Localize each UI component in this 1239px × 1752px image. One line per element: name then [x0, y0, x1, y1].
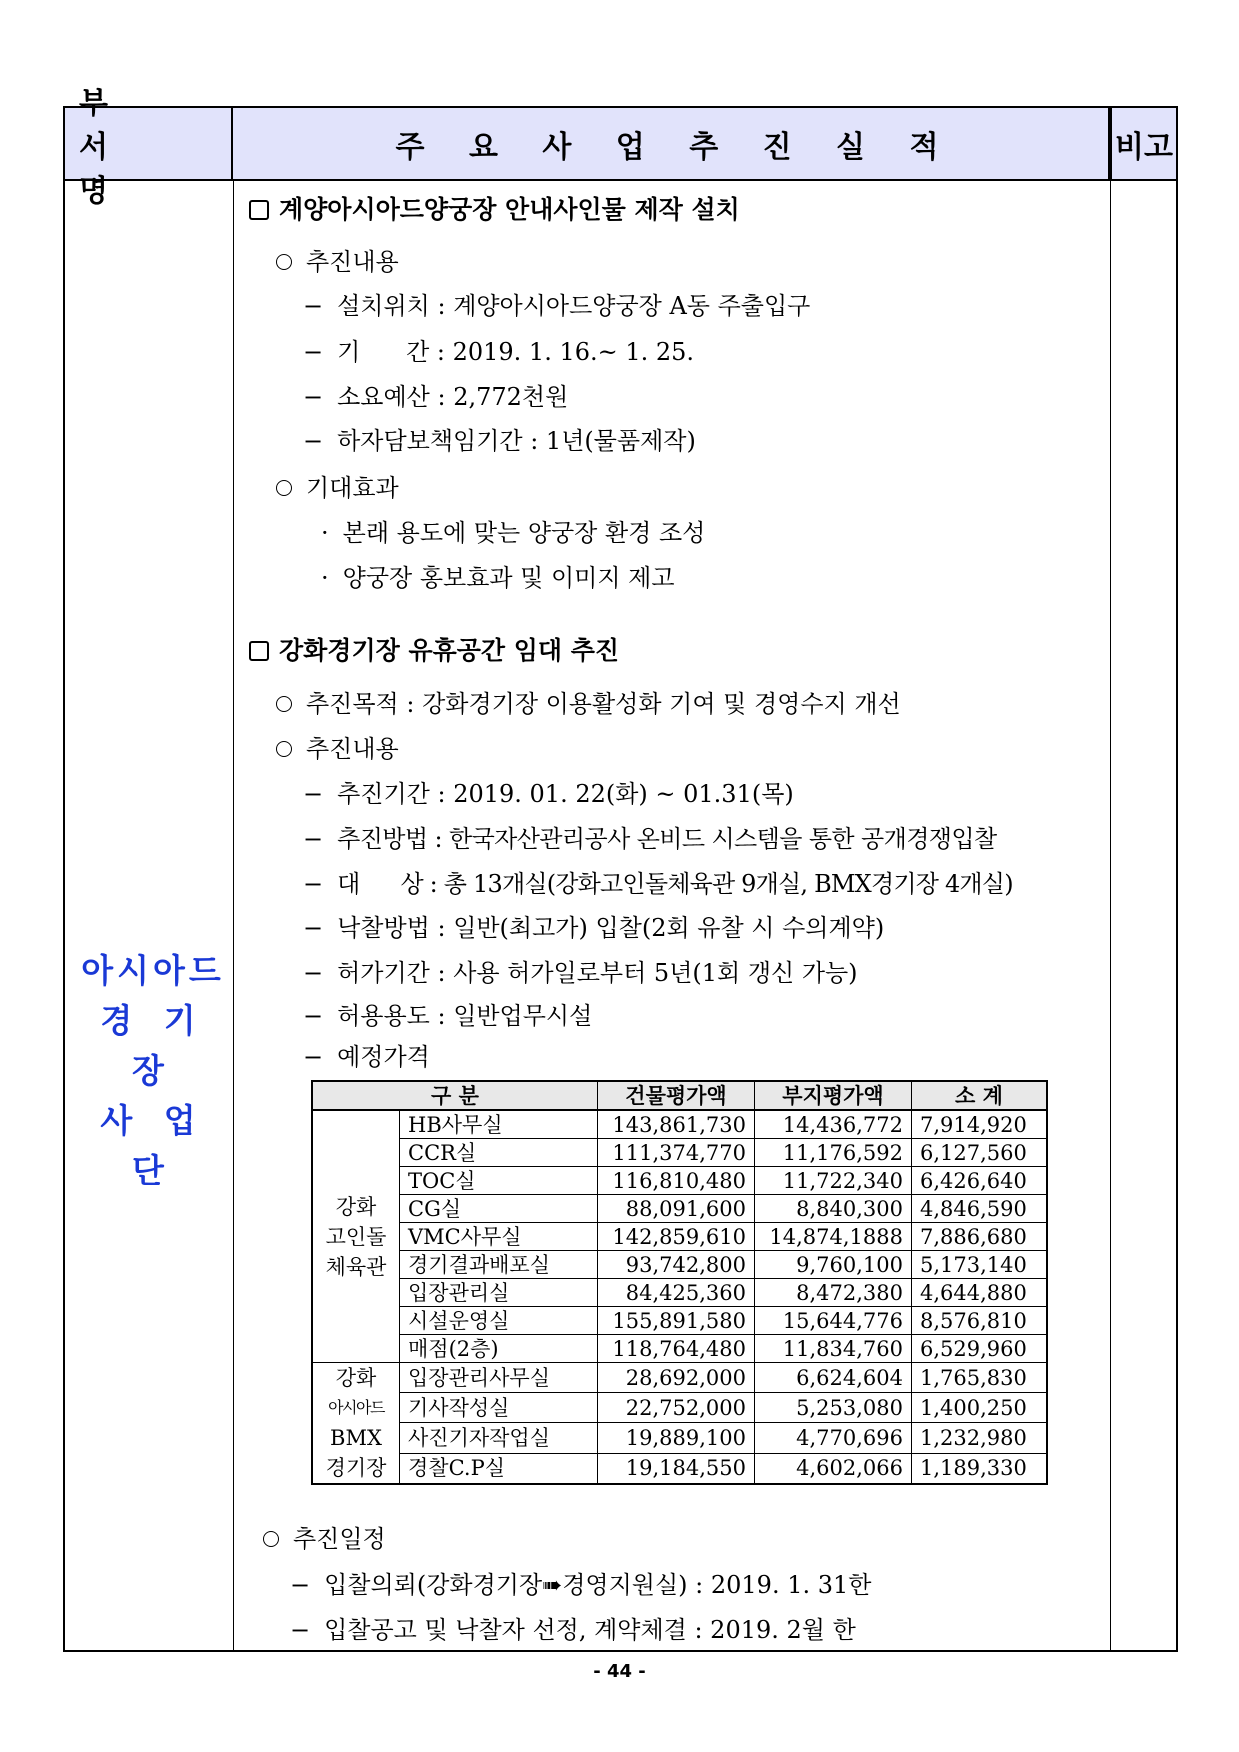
room-name: 사진기자작업실 — [400, 1423, 598, 1453]
land-value: 11,834,760 — [755, 1335, 912, 1363]
land-value: 4,602,066 — [755, 1453, 912, 1484]
section1-budget: − 소요예산 : 2,772천원 — [303, 383, 569, 411]
section2-price-heading: − 예정가격 — [303, 1043, 430, 1071]
land-value: 4,770,696 — [755, 1423, 912, 1453]
department-name — [65, 946, 233, 1196]
subtotal-value: 8,576,810 — [912, 1307, 1048, 1335]
section2-permit-period: − 허가기간 : 사용 허가일로부터 5년(1회 갱신 가능) — [303, 959, 858, 987]
section1-effect1: · 본래 용도에 맞는 양궁장 환경 조성 — [321, 519, 706, 547]
section2-title-text: 강화경기장 유휴공간 임대 추진 — [279, 636, 620, 665]
building-value: 116,810,480 — [598, 1167, 755, 1195]
section2-target: − 대 상 : 총 13개실(강화고인돌체육관 9개실, BMX경기장 4개실) — [303, 870, 1013, 898]
circle-bullet-icon — [263, 1531, 279, 1547]
header-note: 비고 — [1110, 108, 1176, 179]
circle-bullet-icon — [276, 696, 292, 712]
building-value: 93,742,800 — [598, 1251, 755, 1279]
table-row — [312, 1167, 1047, 1195]
section1-title-text: 계양아시아드양궁장 안내사인물 제작 설치 — [279, 195, 740, 224]
subtotal-value: 1,232,980 — [912, 1423, 1048, 1453]
table-row — [312, 1453, 1047, 1484]
room-name: 시설운영실 — [400, 1307, 598, 1335]
land-value: 11,176,592 — [755, 1139, 912, 1167]
subtotal-value: 1,400,250 — [912, 1393, 1048, 1423]
section2-purpose: 추진목적 : 강화경기장 이용활성화 기여 및 경영수지 개선 — [276, 690, 901, 718]
checkbox-square-icon — [249, 641, 269, 661]
section2-title — [249, 637, 619, 665]
section2-method: − 추진방법 : 한국자산관리공사 온비드 시스템을 통한 공개경쟁입찰 — [303, 825, 997, 853]
circle-bullet-icon — [276, 254, 292, 270]
room-name: 경찰C.P실 — [400, 1453, 598, 1484]
price-header-category: 구 분 — [312, 1081, 598, 1110]
section1-effect-heading: 기대효과 — [276, 474, 399, 502]
section2-schedule-heading: 추진일정 — [263, 1525, 386, 1553]
table-row — [312, 1307, 1047, 1335]
table-row — [312, 1423, 1047, 1453]
room-name: 입장관리실 — [400, 1279, 598, 1307]
table-row — [312, 1110, 1047, 1139]
room-name: 매점(2층) — [400, 1335, 598, 1363]
building-value: 143,861,730 — [598, 1110, 755, 1139]
table-row — [312, 1279, 1047, 1307]
page-number: - 44 - — [593, 1661, 646, 1682]
subtotal-value: 7,914,920 — [912, 1110, 1048, 1139]
subtotal-value: 7,886,680 — [912, 1223, 1048, 1251]
subtotal-value: 4,644,880 — [912, 1279, 1048, 1307]
group-label-gangwha-gym: 강화 고인돌 체육관 — [312, 1110, 400, 1363]
section2-period: − 추진기간 : 2019. 01. 22(화) ~ 01.31(목) — [303, 780, 794, 808]
group-label-bmx: 강화 아시아드 BMX 경기장 — [312, 1363, 400, 1485]
land-value: 6,624,604 — [755, 1363, 912, 1393]
table-row — [312, 1139, 1047, 1167]
room-name: CCR실 — [400, 1139, 598, 1167]
subtotal-value: 5,173,140 — [912, 1251, 1048, 1279]
checkbox-square-icon — [249, 200, 269, 220]
room-name: VMC사무실 — [400, 1223, 598, 1251]
header-main: 주 요 사 업 추 진 실 적 — [233, 108, 1110, 179]
price-header-building: 건물평가액 — [598, 1081, 755, 1110]
subtotal-value: 6,529,960 — [912, 1335, 1048, 1363]
section2-schedule1: − 입찰의뢰(강화경기장➠경영지원실) : 2019. 1. 31한 — [290, 1571, 872, 1599]
table-row — [312, 1223, 1047, 1251]
section1-period: − 기 간 : 2019. 1. 16.~ 1. 25. — [303, 338, 695, 366]
room-name: 경기결과배포실 — [400, 1251, 598, 1279]
land-value: 9,760,100 — [755, 1251, 912, 1279]
subtotal-value: 4,846,590 — [912, 1195, 1048, 1223]
subtotal-value: 6,127,560 — [912, 1139, 1048, 1167]
section2-schedule2: − 입찰공고 및 낙찰자 선정, 계약체결 : 2019. 2월 한 — [290, 1616, 856, 1644]
building-value: 28,692,000 — [598, 1363, 755, 1393]
department-line: 경 기 장 — [100, 1001, 206, 1090]
building-value: 84,425,360 — [598, 1279, 755, 1307]
price-header-subtotal: 소 계 — [912, 1081, 1048, 1110]
section1-warranty: − 하자담보책임기간 : 1년(물품제작) — [303, 427, 696, 455]
room-name: 기사작성실 — [400, 1393, 598, 1423]
department-line: 사 업 단 — [100, 1101, 206, 1190]
table-row — [312, 1393, 1047, 1423]
price-header-land: 부지평가액 — [755, 1081, 912, 1110]
circle-bullet-icon — [276, 741, 292, 757]
section1-effect2: · 양궁장 홍보효과 및 이미지 제고 — [321, 564, 675, 592]
column-divider — [233, 179, 234, 1650]
section2-bid-method: − 낙찰방법 : 일반(최고가) 입찰(2회 유찰 시 수의계약) — [303, 914, 885, 942]
building-value: 19,184,550 — [598, 1453, 755, 1484]
room-name: HB사무실 — [400, 1110, 598, 1139]
section1-content-heading: 추진내용 — [276, 248, 399, 276]
room-name: TOC실 — [400, 1167, 598, 1195]
land-value: 14,874,1888 — [755, 1223, 912, 1251]
table-row — [312, 1335, 1047, 1363]
building-value: 142,859,610 — [598, 1223, 755, 1251]
building-value: 111,374,770 — [598, 1139, 755, 1167]
header-dept: 부 서 명 — [65, 108, 233, 179]
circle-bullet-icon — [276, 480, 292, 496]
building-value: 22,752,000 — [598, 1393, 755, 1423]
room-name: 입장관리사무실 — [400, 1363, 598, 1393]
subtotal-value: 1,189,330 — [912, 1453, 1048, 1484]
column-divider — [1110, 179, 1111, 1650]
subtotal-value: 6,426,640 — [912, 1167, 1048, 1195]
land-value: 14,436,772 — [755, 1110, 912, 1139]
subtotal-value: 1,765,830 — [912, 1363, 1048, 1393]
land-value: 11,722,340 — [755, 1167, 912, 1195]
section2-content-heading: 추진내용 — [276, 735, 399, 763]
building-value: 19,889,100 — [598, 1423, 755, 1453]
table-row — [312, 1195, 1047, 1223]
header-divider — [65, 179, 1176, 181]
department-line: 아시아드 — [81, 951, 225, 990]
building-value: 155,891,580 — [598, 1307, 755, 1335]
land-value: 8,840,300 — [755, 1195, 912, 1223]
price-table-header — [312, 1081, 1047, 1110]
building-value: 88,091,600 — [598, 1195, 755, 1223]
table-row — [312, 1363, 1047, 1393]
section1-location: − 설치위치 : 계양아시아드양궁장 A동 주출입구 — [303, 292, 811, 320]
building-value: 118,764,480 — [598, 1335, 755, 1363]
land-value: 15,644,776 — [755, 1307, 912, 1335]
room-name: CG실 — [400, 1195, 598, 1223]
land-value: 5,253,080 — [755, 1393, 912, 1423]
section2-use: − 허용용도 : 일반업무시설 — [303, 1002, 593, 1030]
section1-title — [249, 196, 740, 224]
land-value: 8,472,380 — [755, 1279, 912, 1307]
table-row — [312, 1251, 1047, 1279]
price-table — [311, 1080, 1048, 1485]
